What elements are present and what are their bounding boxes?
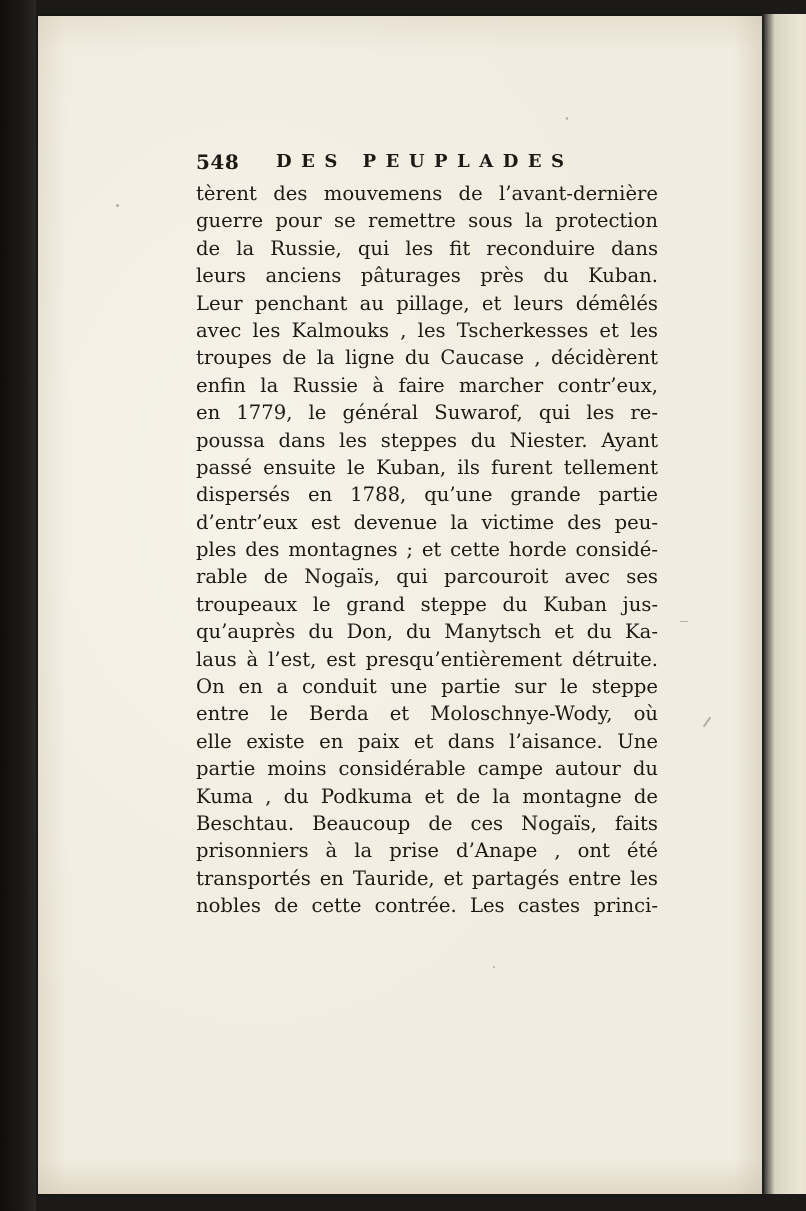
running-head [196,150,636,178]
text-line: On en a conduit une partie sur le steppe [196,675,658,699]
text-line: d’entr’eux est devenue la victime des peu- [196,510,658,534]
paper-speck [680,621,688,622]
text-line: rable de Nogaïs, qui parcouroit avec ses [196,565,658,589]
text-line: prisonniers à la prise d’Anape , ont été [196,839,658,863]
text-line: elle existe en paix et dans l’aisance. Une [196,729,658,753]
text-line: avec les Kalmouks , les Tscherkesses et les [196,318,658,342]
text-line: en 1779, le général Suwarof, qui les re- [196,401,658,425]
paper-speck [116,204,119,207]
text-line: entre le Berda et Moloschnye-Wody, où [196,702,658,726]
text-line: leurs anciens pâturages près du Kuban. [196,264,658,288]
text-line: Leur penchant au pillage, et leurs démêlés [196,291,658,315]
text-line: qu’auprès du Don, du Manytsch et du Ka- [196,620,658,644]
paper-speck [566,117,568,120]
text-line: nobles de cette contrée. Les castes princi- [196,894,658,918]
text-line: tèrent des mouvemens de l’avant-dernière [196,182,658,205]
text-line: Kuma , du Podkuma et de la montagne de [196,784,658,808]
text-line: partie moins considérable campe autour du [196,757,658,781]
text-line: ples des montagnes ; et cette horde considé- [196,538,658,562]
text-line: Beschtau. Beaucoup de ces Nogaïs, faits [196,811,658,835]
scanner-background [0,0,36,1211]
paper-speck [703,717,712,728]
text-line: passé ensuite le Kuban, ils furent tellement [196,455,658,479]
text-line: guerre pour se remettre sous la protection [196,209,658,233]
text-line: troupeaux le grand steppe du Kuban jus- [196,592,658,616]
text-line: laus à l’est, est presqu’entièrement détruite. [196,647,658,671]
text-line: de la Russie, qui les fit reconduire dans [196,236,658,260]
text-line: poussa dans les steppes du Niester. Ayant [196,428,658,452]
text-line: dispersés en 1788, qu’une grande partie [196,483,658,507]
text-line: transportés en Tauride, et partagés entre les [196,866,658,890]
text-line: troupes de la ligne du Caucase , décidèrent [196,346,658,370]
page-number: 548 [196,150,240,174]
paper-speck [493,966,495,968]
text-line: enfin la Russie à faire marcher contr’eux, [196,373,658,397]
body-text [196,180,658,920]
adjacent-page-edge [762,14,806,1194]
running-title: DES PEUPLADES [276,151,574,172]
